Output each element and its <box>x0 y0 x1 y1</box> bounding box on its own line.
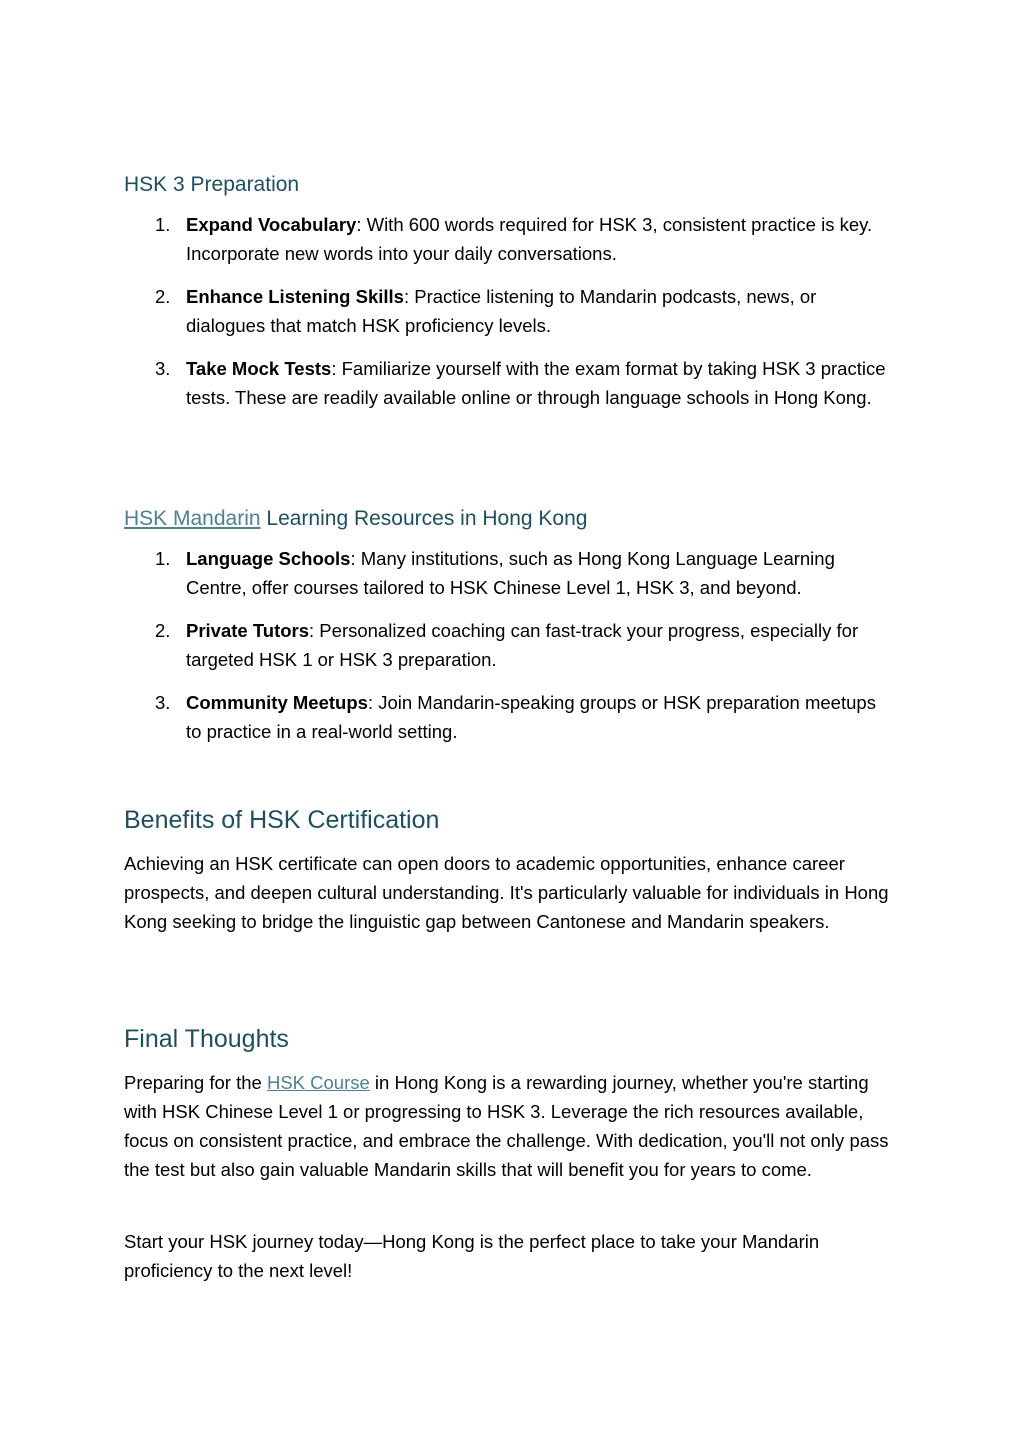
list-item-term: Expand Vocabulary <box>186 214 357 235</box>
list-item <box>124 282 894 340</box>
list-item <box>124 544 894 602</box>
hsk3-preparation-list <box>124 210 894 426</box>
list-item-term: Enhance Listening Skills <box>186 286 404 307</box>
list-item-text: : Many institutions, such as Hong Kong Language Learning Centre, offer courses tailored to HSK Chinese Level 1, HSK 3, and beyond. <box>186 548 835 598</box>
final-paragraph-1 <box>124 1068 894 1184</box>
hsk-course-link[interactable]: HSK Course <box>266 1072 370 1093</box>
list-item <box>124 210 894 268</box>
list-number: 1. <box>155 214 171 235</box>
final-p1-after: in Hong Kong is a rewarding journey, whether you're starting with HSK Chinese Level 1 or progressing to HSK 3. Leverage the rich resources available, focus on consistent practice, and embrace the challenge. With dedication, you'll not only pass the test but also gain valuable Mandarin skills that will benefit you for years to come. <box>124 1072 889 1180</box>
list-number: 3. <box>155 358 171 379</box>
list-item <box>124 354 894 412</box>
benefits-paragraph: Achieving an HSK certificate can open doors to academic opportunities, enhance career prospects, and deepen cultural understanding. It's particularly valuable for individuals in Hong Kong seeking to bridge the linguistic gap between Cantonese and Mandarin speakers. <box>124 853 889 932</box>
list-item-text: : Join Mandarin-speaking groups or HSK preparation meetups to practice in a real-world setting. <box>186 692 876 742</box>
final-p1-before: Preparing for the <box>124 1072 267 1093</box>
list-item-text: : Practice listening to Mandarin podcasts, news, or dialogues that match HSK proficiency levels. <box>186 286 817 336</box>
list-item-term: Private Tutors <box>186 620 310 641</box>
list-item-text: : Personalized coaching can fast-track your progress, especially for targeted HSK 1 or HSK 3 preparation. <box>186 620 859 670</box>
list-item-text: : With 600 words required for HSK 3, consistent practice is key. Incorporate new words into your daily conversations. <box>186 214 873 264</box>
learning-resources-list <box>124 544 894 760</box>
hsk-mandarin-link[interactable]: HSK Mandarin <box>124 507 261 530</box>
list-item-text: : Familiarize yourself with the exam format by taking HSK 3 practice tests. These are readily available online or through language schools in Hong Kong. <box>186 358 886 408</box>
heading-rest-text: Learning Resources in Hong Kong <box>260 507 588 530</box>
heading-benefits: Benefits of HSK Certification <box>124 806 440 834</box>
list-item <box>124 688 894 746</box>
list-number: 2. <box>155 286 171 307</box>
list-item-term: Community Meetups <box>186 692 368 713</box>
list-item-term: Language Schools <box>186 548 351 569</box>
final-paragraph-2: Start your HSK journey today—Hong Kong is the perfect place to take your Mandarin proficiency to the next level! <box>124 1231 820 1281</box>
list-item-term: Take Mock Tests <box>186 358 332 379</box>
list-number: 1. <box>155 548 171 569</box>
heading-learning-resources <box>124 507 587 531</box>
list-number: 2. <box>155 620 171 641</box>
heading-final-thoughts: Final Thoughts <box>124 1025 289 1053</box>
list-item <box>124 616 894 674</box>
heading-hsk3-preparation: HSK 3 Preparation <box>124 173 300 196</box>
list-number: 3. <box>155 692 171 713</box>
